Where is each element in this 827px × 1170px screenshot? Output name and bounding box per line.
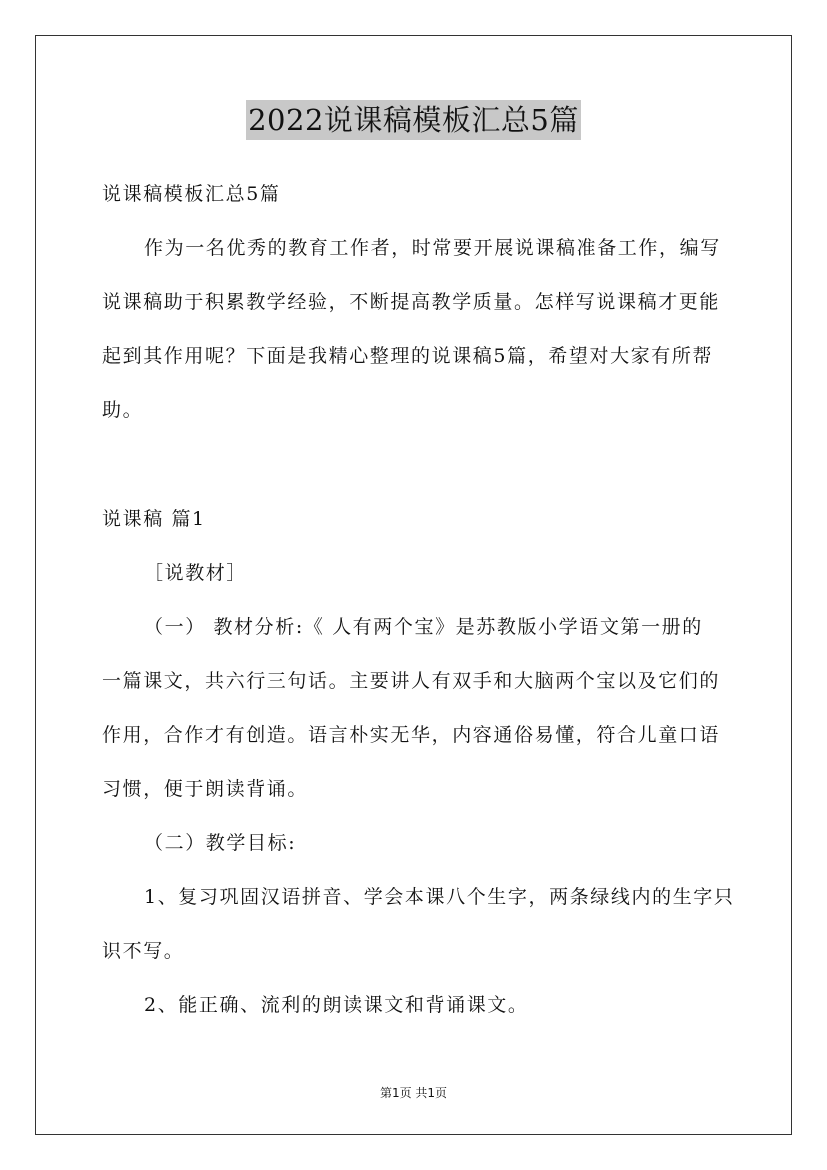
title-container [0, 100, 827, 140]
intro-line: 起到其作用呢？下面是我精心整理的说课稿5篇，希望对大家有所帮 [102, 345, 714, 367]
material-line: （一） 教材分析:《 人有两个宝》是苏教版小学语文第一册的 [144, 616, 703, 638]
material-line: 一篇课文，共六行三句话。主要讲人有双手和大脑两个宝以及它们的 [102, 670, 721, 692]
goal-line: 2、能正确、流利的朗读课文和背诵课文。 [144, 994, 529, 1016]
intro-line: 说课稿助于积累教学经验，不断提高教学质量。怎样写说课稿才更能 [102, 291, 721, 313]
goal-line: 识不写。 [102, 940, 185, 962]
material-line: 作用，合作才有创造。语言朴实无华，内容通俗易懂，符合儿童口语 [102, 724, 721, 746]
subtitle: 说课稿模板汇总5篇 [102, 183, 281, 205]
intro-line: 助。 [102, 399, 144, 421]
intro-line: 作为一名优秀的教育工作者，时常要开展说课稿准备工作，编写 [144, 237, 721, 259]
goals-heading: （二）教学目标: [144, 832, 297, 854]
page-footer: 第1页 共1页 [379, 1086, 448, 1100]
goal-line: 1、复习巩固汉语拼音、学会本课八个生字，两条绿线内的生字只 [144, 886, 735, 908]
section-heading: 说课稿 篇1 [102, 508, 206, 530]
document-title: 2022说课稿模板汇总5篇 [246, 100, 581, 140]
bracket-heading: ［说教材］ [144, 562, 248, 584]
material-line: 习惯，便于朗读背诵。 [102, 778, 309, 800]
